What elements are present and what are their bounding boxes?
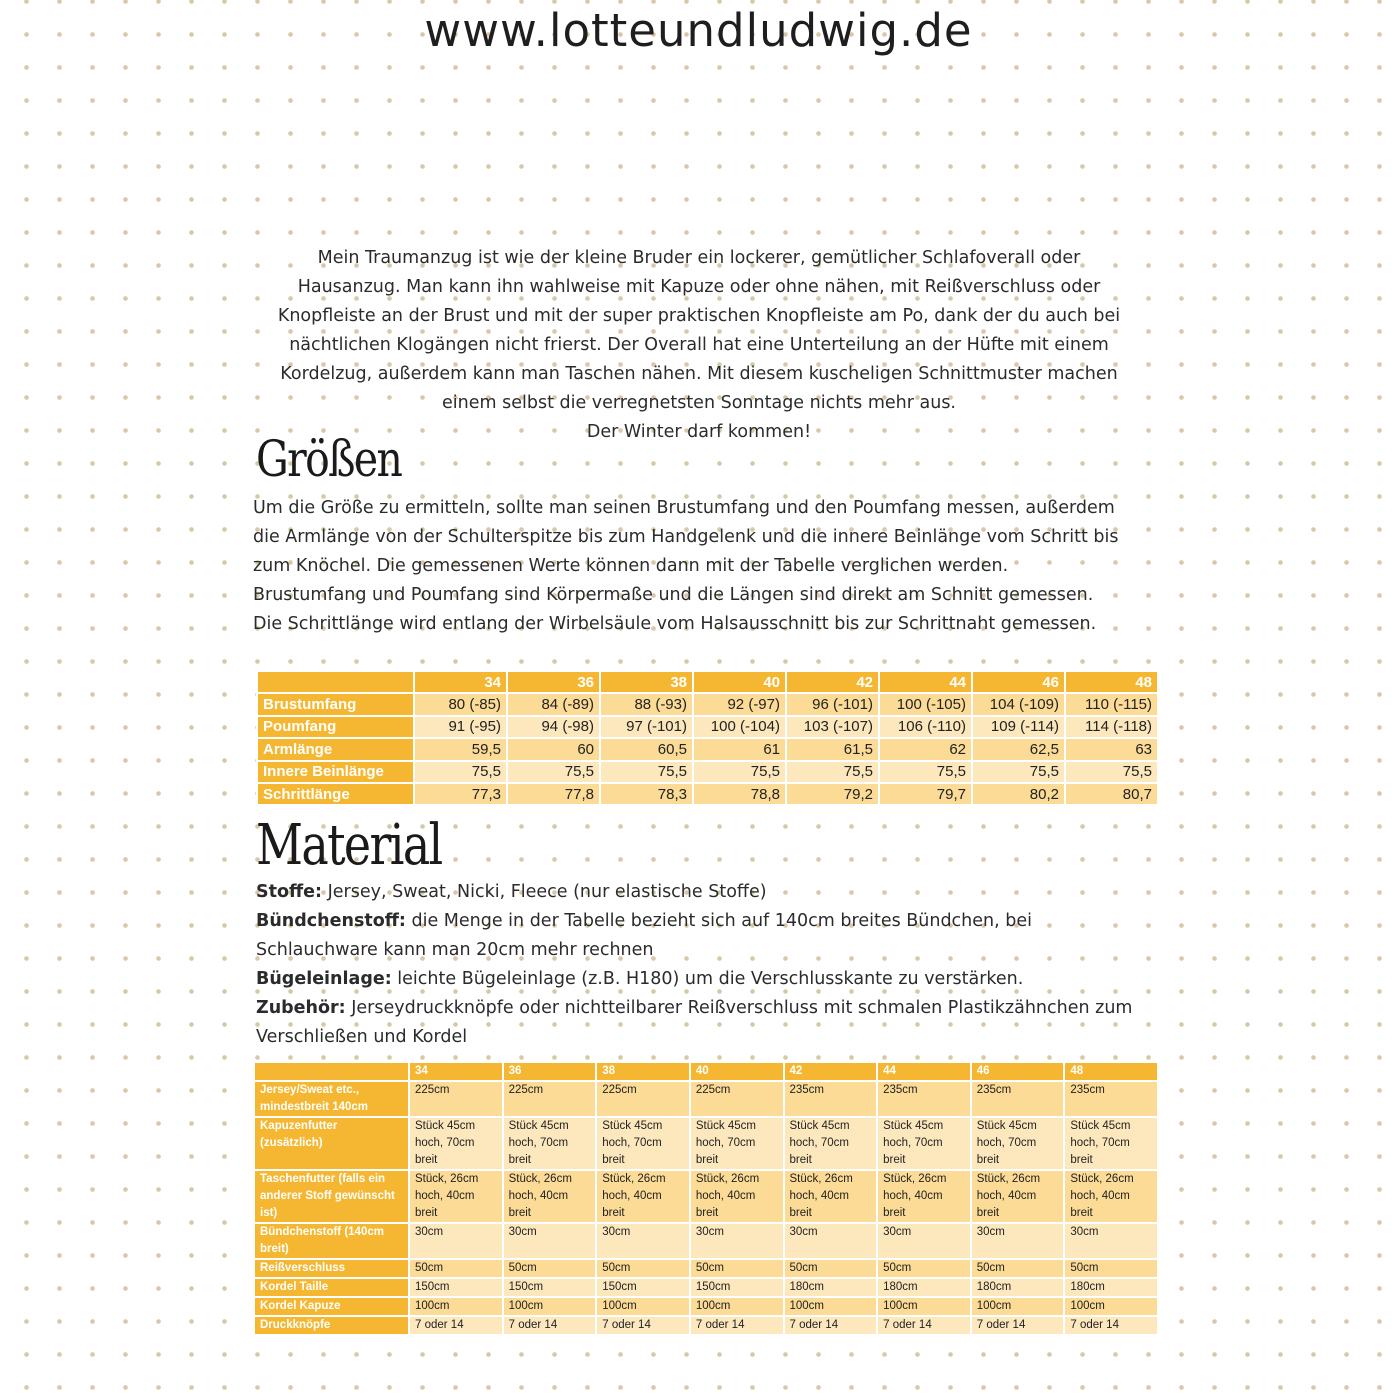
intro-line: Kordelzug, außerdem kann man Taschen nähen. Mit diesem kuscheligen Schnittmuster machen — [280, 364, 1118, 384]
table-cell: 75,5 — [972, 761, 1065, 783]
table-cell: 84 (-89) — [507, 693, 600, 715]
size-column-header: 40 — [693, 671, 786, 693]
table-cell: 97 (-101) — [600, 716, 693, 738]
size-column-header: 44 — [879, 671, 972, 693]
table-cell: 75,5 — [1065, 761, 1158, 783]
size-table — [256, 670, 1159, 806]
row-label: Schrittlänge — [257, 783, 414, 805]
table-cell: 80 (-85) — [414, 693, 507, 715]
table-cell: 62,5 — [972, 738, 1065, 760]
row-label: Kordel Taille — [254, 1278, 409, 1297]
table-cell: 235cm — [971, 1081, 1065, 1117]
table-cell: Stück 45cm hoch, 70cm breit — [877, 1117, 971, 1170]
table-cell: 150cm — [596, 1278, 690, 1297]
table-cell: 7 oder 14 — [596, 1316, 690, 1335]
table-cell: 180cm — [784, 1278, 878, 1297]
material-item-interfacing — [256, 965, 1136, 994]
table-cell: Stück, 26cm hoch, 40cm breit — [596, 1170, 690, 1223]
table-cell: 100cm — [503, 1297, 597, 1316]
table-cell: 225cm — [503, 1081, 597, 1117]
size-column-header: 46 — [971, 1062, 1065, 1081]
table-cell: Stück, 26cm hoch, 40cm breit — [690, 1170, 784, 1223]
intro-paragraph — [262, 244, 1136, 447]
table-cell: 50cm — [1064, 1259, 1158, 1278]
table-cell: 100cm — [784, 1297, 878, 1316]
table-cell: 30cm — [971, 1223, 1065, 1259]
size-column-header: 36 — [507, 671, 600, 693]
table-cell: 7 oder 14 — [971, 1316, 1065, 1335]
table-cell: 30cm — [503, 1223, 597, 1259]
table-cell: 30cm — [1064, 1223, 1158, 1259]
table-cell: 7 oder 14 — [690, 1316, 784, 1335]
material-heading: Material — [256, 813, 442, 878]
table-cell: 225cm — [690, 1081, 784, 1117]
table-cell: 94 (-98) — [507, 716, 600, 738]
site-url: www.lotteundludwig.de — [424, 4, 973, 57]
table-cell: 150cm — [503, 1278, 597, 1297]
row-label: Druckknöpfe — [254, 1316, 409, 1335]
table-cell: 61 — [693, 738, 786, 760]
table-cell: 61,5 — [786, 738, 879, 760]
table-row — [254, 1170, 1158, 1223]
intro-line: Mein Traumanzug ist wie der kleine Bruder ein lockerer, gemütlicher Schlafoverall oder — [317, 248, 1081, 268]
row-label: Taschenfutter (falls ein anderer Stoff gewünscht ist) — [254, 1170, 409, 1223]
table-cell: 7 oder 14 — [784, 1316, 878, 1335]
table-row — [257, 738, 1158, 760]
size-column-header: 48 — [1065, 671, 1158, 693]
table-cell: 79,2 — [786, 783, 879, 805]
table-cell: 225cm — [409, 1081, 503, 1117]
size-column-header: 38 — [600, 671, 693, 693]
table-cell: 100cm — [877, 1297, 971, 1316]
row-label: Jersey/Sweat etc., mindestbreit 140cm — [254, 1081, 409, 1117]
table-cell: 62 — [879, 738, 972, 760]
table-cell: 75,5 — [693, 761, 786, 783]
size-column-header: 38 — [596, 1062, 690, 1081]
table-cell: 110 (-115) — [1065, 693, 1158, 715]
table-cell: 100cm — [971, 1297, 1065, 1316]
sizes-heading: Größen — [256, 430, 402, 488]
table-corner — [254, 1062, 409, 1081]
table-cell: 180cm — [1064, 1278, 1158, 1297]
table-cell: 100cm — [690, 1297, 784, 1316]
material-list — [256, 878, 1136, 1052]
table-cell: 235cm — [784, 1081, 878, 1117]
table-cell: 78,8 — [693, 783, 786, 805]
table-cell: 30cm — [690, 1223, 784, 1259]
table-cell: 75,5 — [786, 761, 879, 783]
material-label: Zubehör: — [256, 998, 346, 1018]
size-column-header: 40 — [690, 1062, 784, 1081]
table-cell: 60 — [507, 738, 600, 760]
table-cell: 50cm — [784, 1259, 878, 1278]
table-cell: 63 — [1065, 738, 1158, 760]
table-cell: Stück 45cm hoch, 70cm breit — [409, 1117, 503, 1170]
material-label: Bündchenstoff: — [256, 911, 406, 931]
table-cell: 60,5 — [600, 738, 693, 760]
size-column-header: 36 — [503, 1062, 597, 1081]
material-label: Stoffe: — [256, 882, 323, 902]
row-label: Kordel Kapuze — [254, 1297, 409, 1316]
material-table — [253, 1061, 1159, 1336]
table-cell: 50cm — [877, 1259, 971, 1278]
table-cell: 75,5 — [414, 761, 507, 783]
table-cell: Stück 45cm hoch, 70cm breit — [690, 1117, 784, 1170]
intro-line: Der Winter darf kommen! — [586, 422, 812, 442]
size-column-header: 44 — [877, 1062, 971, 1081]
table-cell: 79,7 — [879, 783, 972, 805]
table-cell: 80,2 — [972, 783, 1065, 805]
table-cell: 104 (-109) — [972, 693, 1065, 715]
table-cell: 7 oder 14 — [1064, 1316, 1158, 1335]
table-cell: 7 oder 14 — [503, 1316, 597, 1335]
table-cell: 225cm — [596, 1081, 690, 1117]
table-cell: 77,8 — [507, 783, 600, 805]
row-label: Bündchenstoff (140cm breit) — [254, 1223, 409, 1259]
table-cell: Stück, 26cm hoch, 40cm breit — [503, 1170, 597, 1223]
size-column-header: 34 — [409, 1062, 503, 1081]
row-label: Kapuzenfutter (zusätzlich) — [254, 1117, 409, 1170]
table-row — [254, 1223, 1158, 1259]
table-cell: 100cm — [1064, 1297, 1158, 1316]
intro-line: einem selbst die verregnetsten Sonntage nichts mehr aus. — [442, 393, 956, 413]
table-cell: 50cm — [596, 1259, 690, 1278]
table-cell: 114 (-118) — [1065, 716, 1158, 738]
table-cell: 150cm — [409, 1278, 503, 1297]
sizes-description: Um die Größe zu ermitteln, sollte man seinen Brustumfang und den Poumfang messen, außerdem die Armlänge von der Schulterspitze bis zum Handgelenk und die innere Beinlänge vom Schritt bis zum Knöchel. Die gemessenen Werte können dann mit der Tabelle verglichen werden. Brustumfang und Poumfang sind Körpermaße und die Längen sind direkt am Schnitt gemessen. Die Schrittlänge wird entlang der Wirbelsäule vom Halsausschnitt bis zur Schrittnaht gemessen. — [253, 498, 1119, 634]
table-row — [254, 1081, 1158, 1117]
table-cell: 30cm — [596, 1223, 690, 1259]
row-label: Poumfang — [257, 716, 414, 738]
table-cell: 59,5 — [414, 738, 507, 760]
table-cell: 77,3 — [414, 783, 507, 805]
material-value: Jerseydruckknöpfe oder nichtteilbarer Reißverschluss mit schmalen Plastikzähnchen zum Verschließen und Kordel — [256, 998, 1133, 1047]
table-cell: 92 (-97) — [693, 693, 786, 715]
table-cell: Stück 45cm hoch, 70cm breit — [503, 1117, 597, 1170]
material-item-accessories — [256, 994, 1136, 1052]
table-cell: Stück, 26cm hoch, 40cm breit — [1064, 1170, 1158, 1223]
size-column-header: 34 — [414, 671, 507, 693]
size-column-header: 46 — [972, 671, 1065, 693]
material-value: leichte Bügeleinlage (z.B. H180) um die Verschlusskante zu verstärken. — [391, 969, 1024, 989]
table-cell: 103 (-107) — [786, 716, 879, 738]
table-cell: 50cm — [503, 1259, 597, 1278]
table-cell: 100 (-104) — [693, 716, 786, 738]
table-cell: 100 (-105) — [879, 693, 972, 715]
material-value: Jersey, Sweat, Nicki, Fleece (nur elastische Stoffe) — [322, 882, 767, 902]
size-column-header: 48 — [1064, 1062, 1158, 1081]
row-label: Armlänge — [257, 738, 414, 760]
table-row — [254, 1117, 1158, 1170]
row-label: Reißverschluss — [254, 1259, 409, 1278]
table-cell: 30cm — [784, 1223, 878, 1259]
material-item-ribbing — [256, 907, 1136, 965]
table-cell: Stück 45cm hoch, 70cm breit — [971, 1117, 1065, 1170]
table-cell: 75,5 — [507, 761, 600, 783]
table-cell: 91 (-95) — [414, 716, 507, 738]
table-cell: 235cm — [877, 1081, 971, 1117]
table-cell: Stück, 26cm hoch, 40cm breit — [877, 1170, 971, 1223]
table-cell: Stück, 26cm hoch, 40cm breit — [409, 1170, 503, 1223]
table-cell: 96 (-101) — [786, 693, 879, 715]
table-cell: 106 (-110) — [879, 716, 972, 738]
table-cell: 50cm — [690, 1259, 784, 1278]
material-item-fabrics — [256, 878, 1136, 907]
table-cell: 109 (-114) — [972, 716, 1065, 738]
table-row — [254, 1316, 1158, 1335]
size-column-header: 42 — [784, 1062, 878, 1081]
material-label: Bügeleinlage: — [256, 969, 392, 989]
table-corner — [257, 671, 414, 693]
table-cell: 180cm — [971, 1278, 1065, 1297]
table-row — [257, 716, 1158, 738]
table-cell: 75,5 — [600, 761, 693, 783]
material-value: die Menge in der Tabelle bezieht sich auf 140cm breites Bündchen, bei Schlauchware kann man 20cm mehr rechnen — [256, 911, 1032, 960]
table-cell: 150cm — [690, 1278, 784, 1297]
intro-line: Knopfleiste an der Brust und mit der super praktischen Knopfleiste am Po, dank der du auch bei — [277, 306, 1121, 326]
table-cell: 7 oder 14 — [877, 1316, 971, 1335]
table-cell: 50cm — [971, 1259, 1065, 1278]
size-column-header: 42 — [786, 671, 879, 693]
table-row — [257, 693, 1158, 715]
table-cell: 50cm — [409, 1259, 503, 1278]
table-cell: Stück 45cm hoch, 70cm breit — [1064, 1117, 1158, 1170]
table-cell: Stück 45cm hoch, 70cm breit — [596, 1117, 690, 1170]
table-cell: 88 (-93) — [600, 693, 693, 715]
table-cell: 78,3 — [600, 783, 693, 805]
table-row — [257, 783, 1158, 805]
table-cell: 100cm — [409, 1297, 503, 1316]
table-cell: 235cm — [1064, 1081, 1158, 1117]
table-cell: Stück, 26cm hoch, 40cm breit — [784, 1170, 878, 1223]
table-cell: 30cm — [409, 1223, 503, 1259]
table-row — [254, 1259, 1158, 1278]
table-cell: 100cm — [596, 1297, 690, 1316]
table-cell: 80,7 — [1065, 783, 1158, 805]
table-cell: Stück, 26cm hoch, 40cm breit — [971, 1170, 1065, 1223]
table-cell: 30cm — [877, 1223, 971, 1259]
table-cell: 180cm — [877, 1278, 971, 1297]
table-cell: 7 oder 14 — [409, 1316, 503, 1335]
intro-line: Hausanzug. Man kann ihn wahlweise mit Kapuze oder ohne nähen, mit Reißverschluss oder — [297, 277, 1101, 297]
table-row — [254, 1278, 1158, 1297]
table-row — [257, 761, 1158, 783]
table-cell: Stück 45cm hoch, 70cm breit — [784, 1117, 878, 1170]
row-label: Brustumfang — [257, 693, 414, 715]
intro-line: nächtlichen Klogängen nicht frierst. Der Overall hat eine Unterteilung an der Hüfte mit einem — [289, 335, 1109, 355]
table-row — [254, 1297, 1158, 1316]
table-cell: 75,5 — [879, 761, 972, 783]
row-label: Innere Beinlänge — [257, 761, 414, 783]
